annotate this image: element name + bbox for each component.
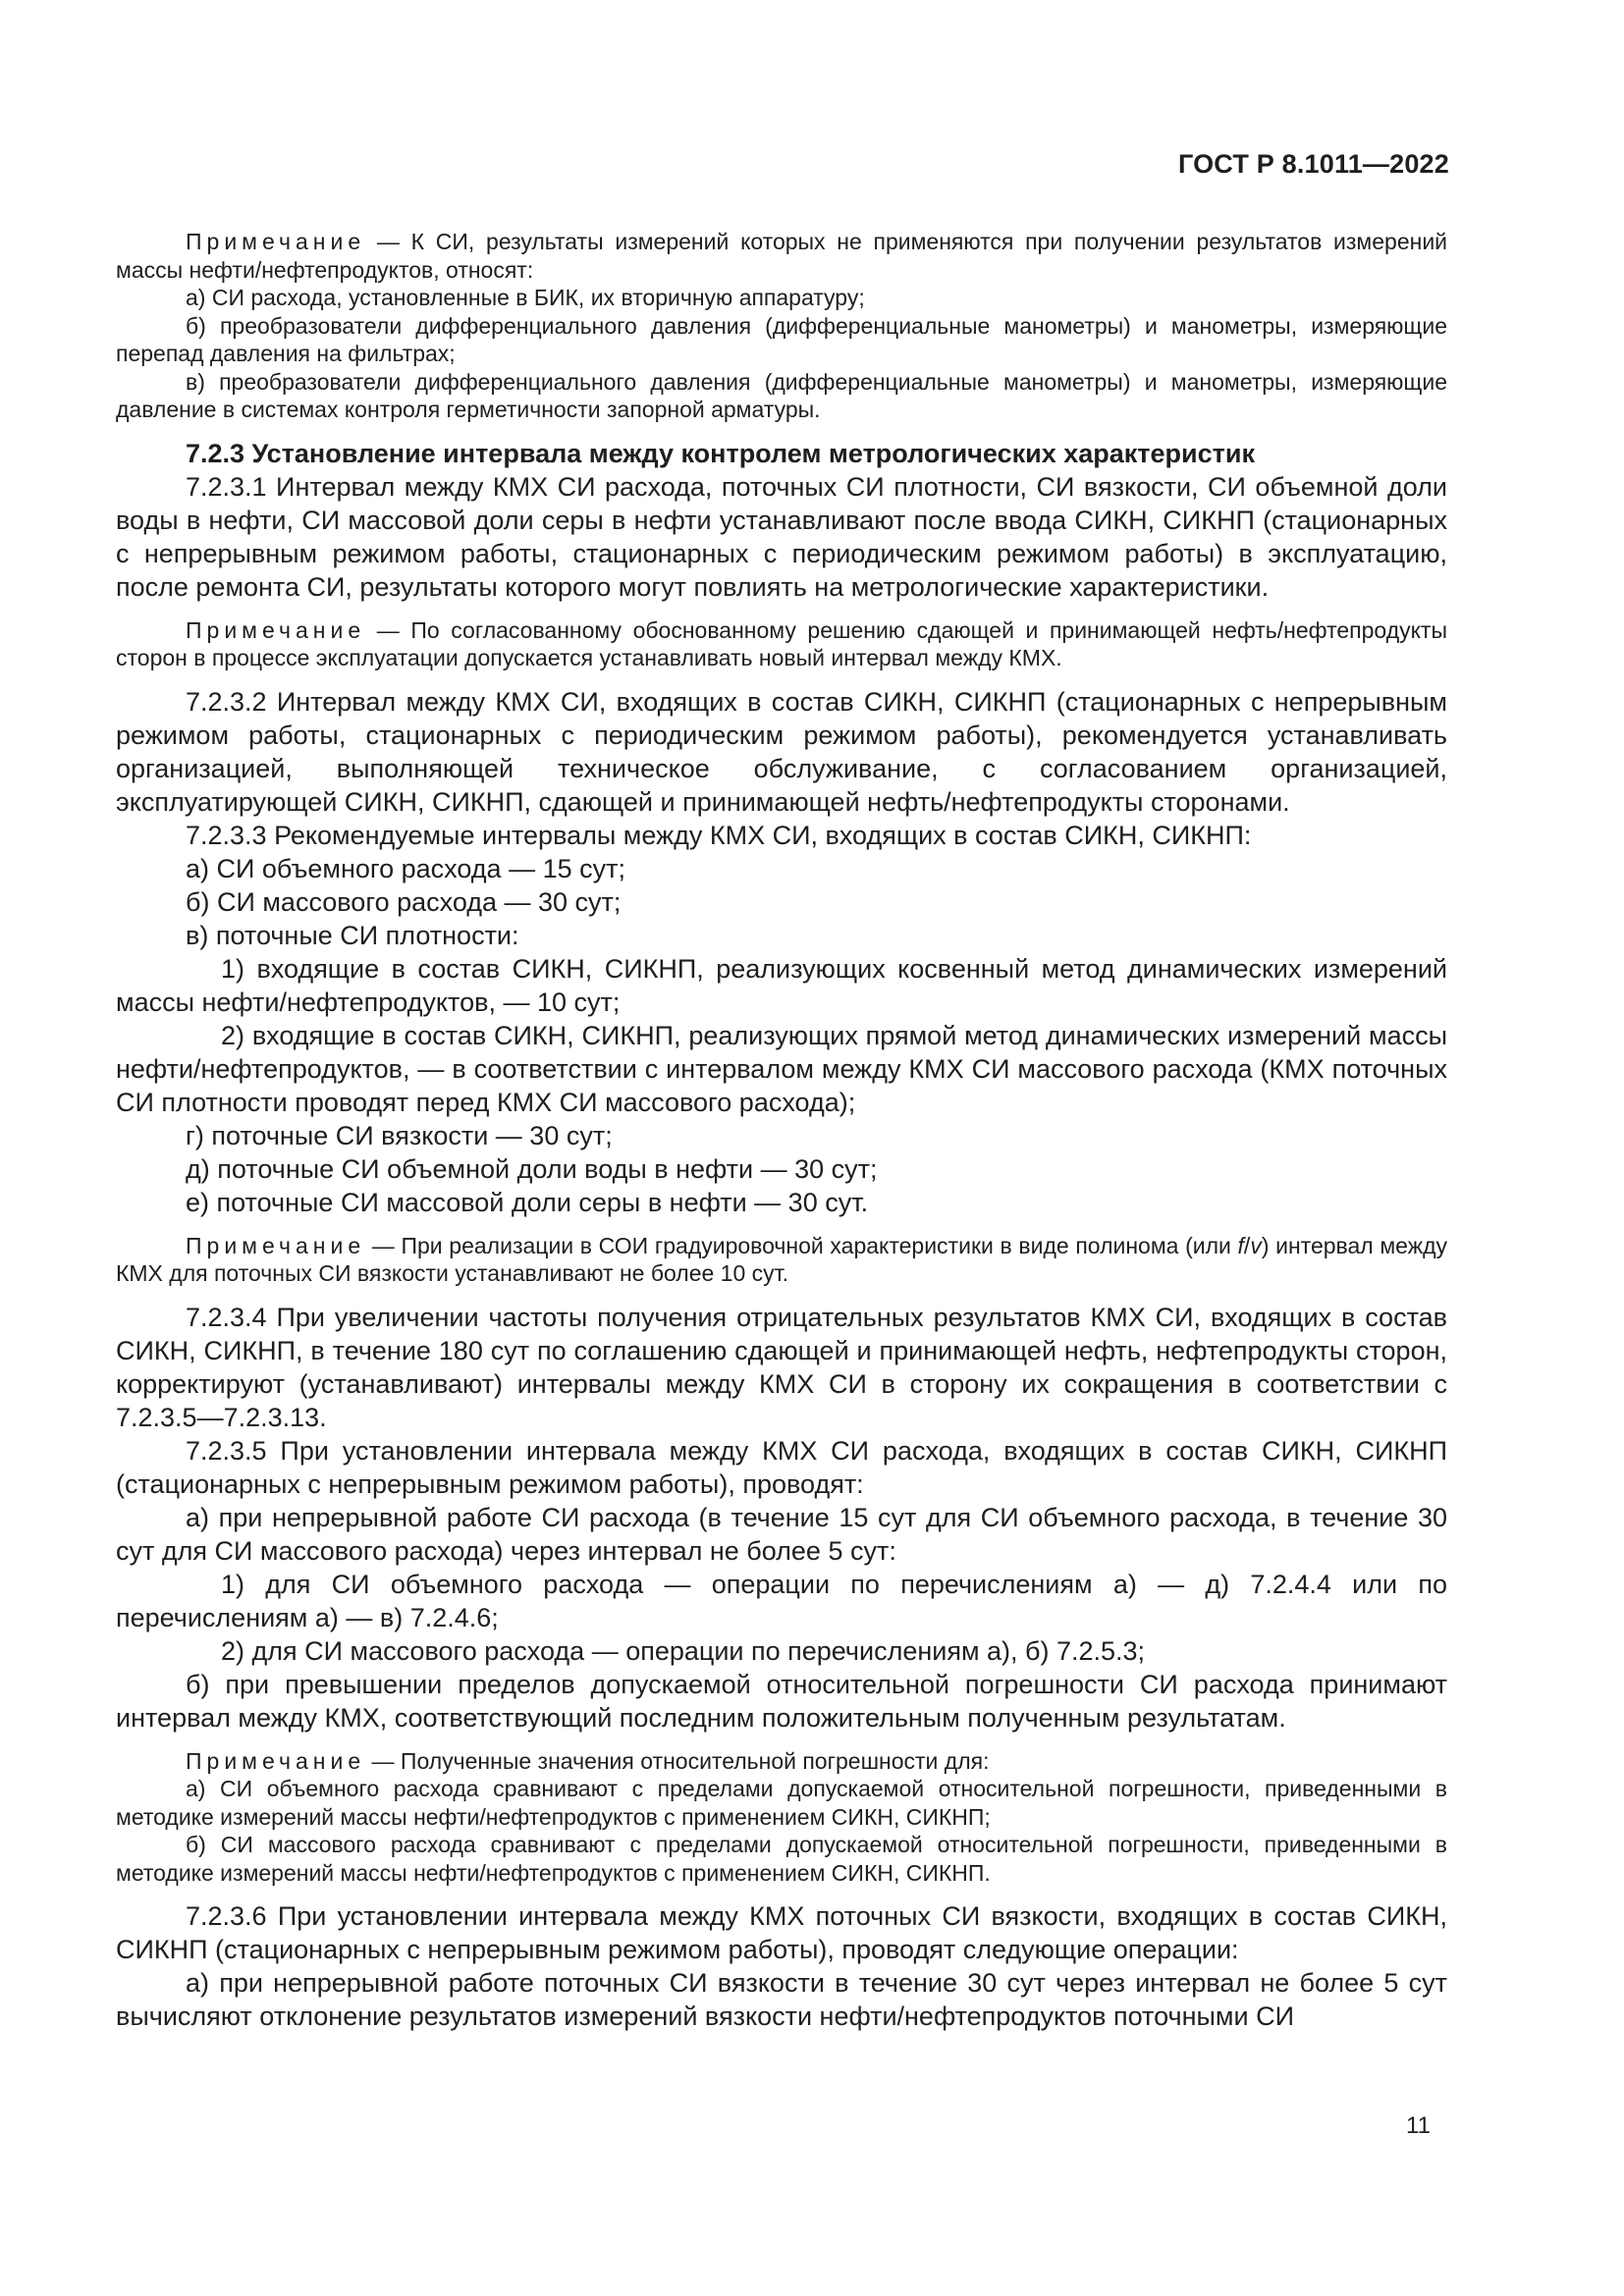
- note-4-item-b: б) СИ массового расхода сравнивают с пределами допускаемой относительной погрешности, приведенными в методике измерений массы нефти/нефтепродуктов с применением СИКН, СИКНП.: [116, 1832, 1447, 1886]
- note-label: Примечание: [186, 1232, 366, 1258]
- paragraph-7-2-3-1: 7.2.3.1 Интервал между КМХ СИ расхода, поточных СИ плотности, СИ вязкости, СИ объемной доли воды в нефти, СИ массовой доли серы в нефти устанавливают после ввода СИКН, СИКНП (стационарных с непрерывным режимом работы, стационарных с периодическим режимом работы) в эксплуатацию, после ремонта СИ, результаты которого могут повлиять на метрологические характеристики.: [116, 471, 1447, 602]
- note-4-item-a: а) СИ объемного расхода сравнивают с пределами допускаемой относительной погрешности, приведенными в методике измерений массы нефти/нефтепродуктов с применением СИКН, СИКНП;: [116, 1776, 1447, 1830]
- list-subitem-1: 1) входящие в состав СИКН, СИКНП, реализующих косвенный метод динамических измерений массы нефти/нефтепродуктов, — 10 сут;: [116, 953, 1447, 1017]
- section-heading: 7.2.3 Установление интервала между контролем метрологических характеристик: [186, 438, 1255, 468]
- note-1-item-a: а) СИ расхода, установленные в БИК, их вторичную аппаратуру;: [186, 285, 865, 310]
- list-subitem-2: 2) входящие в состав СИКН, СИКНП, реализующих прямой метод динамических измерений массы нефти/нефтепродуктов, — в соответствии с интервалом между КМХ СИ массового расхода (КМХ поточных СИ плотности проводят перед КМХ СИ массового расхода);: [116, 1020, 1447, 1117]
- note-label: Примечание: [186, 1747, 366, 1774]
- note-1: Примечание — К СИ, результаты измерений которых не применяются при получении результатов измерений массы нефти/нефтепродуктов, относят:: [116, 229, 1448, 283]
- list-item-a: а) при непрерывной работе СИ расхода (в течение 15 сут для СИ объемного расхода, в течение 30 сут для СИ массового расхода) через интервал не более 5 сут:: [116, 1502, 1447, 1566]
- list-item-b: б) при превышении пределов допускаемой относительной погрешности СИ расхода принимают интервал между КМХ, соответствующий последним положительным полученным результатам.: [116, 1669, 1447, 1733]
- list-subitem-2: 2) для СИ массового расхода — операции по перечислениям а), б) 7.2.5.3;: [221, 1635, 1146, 1666]
- note-4: Примечание — Полученные значения относительной погрешности для:: [186, 1747, 990, 1774]
- paragraph-7-2-3-4: 7.2.3.4 При увеличении частоты получения отрицательных результатов КМХ СИ, входящих в состав СИКН, СИКНП, в течение 180 сут по соглашению сдающей и принимающей нефть, нефтепродукты сторон, корректируют (устанавливают) интервалы между КМХ СИ в сторону их сокращения в соответствии с 7.2.3.5—7.2.3.13.: [116, 1302, 1447, 1432]
- page-number: 11: [1406, 2112, 1431, 2139]
- document-body: [116, 228, 1447, 2033]
- standard-code: ГОСТ Р 8.1011—2022: [1177, 149, 1449, 179]
- note-1-item-v: в) преобразователи дифференциального давления (дифференциальные манометры) и манометры, измеряющие давление в системах контроля герметичности запорной арматуры.: [116, 368, 1447, 422]
- note-2: Примечание — По согласованному обоснованному решению сдающей и принимающей нефть/нефтепродукты сторон в процессе эксплуатации допускается устанавливать новый интервал между КМХ.: [116, 616, 1447, 670]
- list-item-a: а) СИ объемного расхода — 15 сут;: [186, 853, 625, 883]
- list-item-d: д) поточные СИ объемной доли воды в нефти — 30 сут;: [186, 1153, 878, 1184]
- list-item-g: г) поточные СИ вязкости — 30 сут;: [186, 1120, 613, 1150]
- list-item-a: а) при непрерывной работе поточных СИ вязкости в течение 30 сут через интервал не более 5 сут вычисляют отклонение результатов измерений вязкости нефти/нефтепродуктов поточными СИ: [116, 1968, 1447, 2031]
- list-subitem-1: 1) для СИ объемного расхода — операции по перечислениям а) — д) 7.2.4.4 или по перечислениям а) — в) 7.2.4.6;: [116, 1569, 1447, 1632]
- list-item-b: б) СИ массового расхода — 30 сут;: [186, 886, 622, 917]
- list-item-v: в) поточные СИ плотности:: [186, 920, 519, 950]
- note-label: Примечание: [186, 616, 366, 643]
- paragraph-7-2-3-3: 7.2.3.3 Рекомендуемые интервалы между КМХ СИ, входящих в состав СИКН, СИКНП:: [186, 820, 1252, 850]
- list-item-e: е) поточные СИ массовой доли серы в нефти — 30 сут.: [186, 1187, 869, 1217]
- note-label: Примечание: [186, 229, 366, 254]
- note-3: Примечание — При реализации в СОИ градуировочной характеристики в виде полинома (или f/v) интервал между КМХ для поточных СИ вязкости устанавливают не более 10 сут.: [116, 1232, 1448, 1286]
- paragraph-7-2-3-5: 7.2.3.5 При установлении интервала между КМХ СИ расхода, входящих в состав СИКН, СИКНП (стационарных с непрерывным режимом работы), проводят:: [116, 1435, 1447, 1499]
- paragraph-7-2-3-6: 7.2.3.6 При установлении интервала между КМХ поточных СИ вязкости, входящих в состав СИКН, СИКНП (стационарных с непрерывным режимом работы), проводят следующие операции:: [116, 1901, 1447, 1964]
- note-1-item-b: б) преобразователи дифференциального давления (дифференциальные манометры) и манометры, измеряющие перепад давления на фильтрах;: [116, 312, 1447, 366]
- paragraph-7-2-3-2: 7.2.3.2 Интервал между КМХ СИ, входящих в состав СИКН, СИКНП (стационарных с непрерывным режимом работы, стационарных с периодическим режимом работы), рекомендуется устанавливать организацией, выполняющей техническое обслуживание, с согласованием организацией, эксплуатирующей СИКН, СИКНП, сдающей и принимающей нефть/нефтепродукты сторонами.: [116, 686, 1447, 817]
